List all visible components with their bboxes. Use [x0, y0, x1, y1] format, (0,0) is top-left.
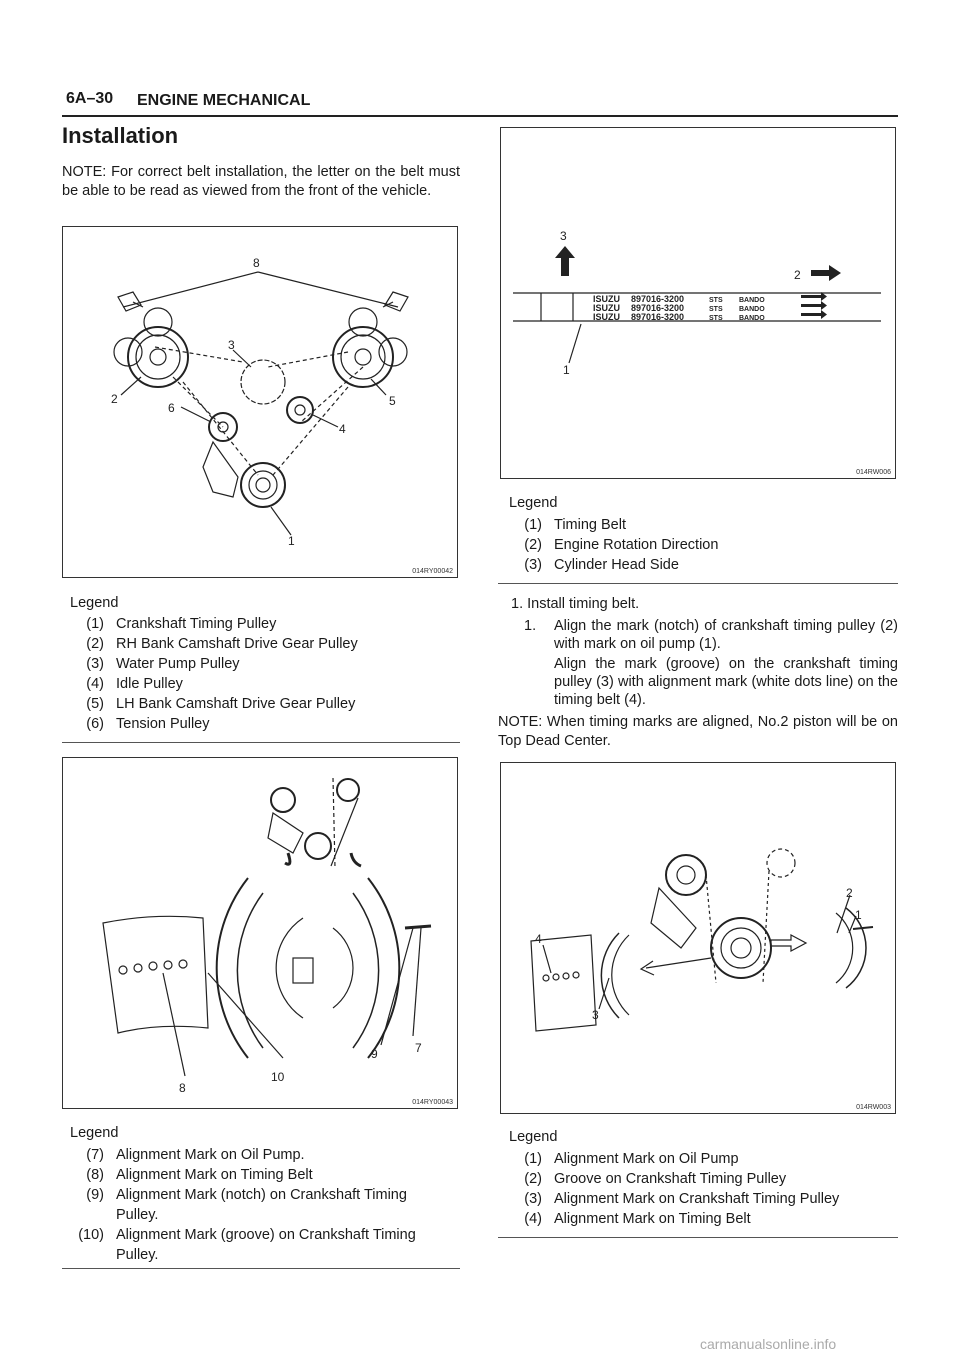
callout-8: 8: [179, 1081, 186, 1095]
legend-item: (1) Alignment Mark on Oil Pump: [524, 1151, 739, 1167]
figure-id: 014RW003: [856, 1104, 891, 1111]
belt-maker: BANDO: [739, 297, 765, 304]
divider: [62, 742, 460, 743]
callout-6: 6: [168, 401, 175, 415]
legend-item: (5) LH Bank Camshaft Drive Gear Pulley: [86, 696, 356, 712]
substep-text-1: Align the mark (notch) of crankshaft timing pulley (2) with mark on oil pump (1).: [554, 618, 898, 652]
divider: [498, 1237, 898, 1238]
legend-title: Legend: [509, 495, 558, 511]
legend-item: (2) RH Bank Camshaft Drive Gear Pulley: [86, 636, 358, 652]
legend-item: (3) Cylinder Head Side: [524, 557, 679, 573]
legend-list-4: [500, 1149, 898, 1229]
legend-title: Legend: [509, 1129, 558, 1145]
callout-10: 10: [271, 1070, 285, 1084]
belt-short: STS: [709, 297, 723, 304]
belt-code: 897016-3200: [631, 303, 685, 313]
legend-item: (8) Alignment Mark on Timing Belt: [86, 1167, 313, 1183]
installation-note: NOTE: For correct belt installation, the letter on the belt must be able to be read as viewed from the front of the vehicle.: [62, 164, 460, 199]
belt-brand: ISUZU: [593, 303, 620, 313]
divider: [62, 1268, 460, 1269]
tdc-note: NOTE: When timing marks are aligned, No.2 piston will be on Top Dead Center.: [498, 714, 898, 749]
callout-2: 2: [846, 886, 853, 900]
installation-heading: Installation: [62, 123, 179, 148]
callout-4: 4: [339, 422, 346, 436]
section-title: ENGINE MECHANICAL: [137, 92, 311, 109]
timing-mark-detail-illustration: [501, 763, 895, 1113]
belt-short: STS: [709, 306, 723, 313]
belt-maker: BANDO: [739, 315, 765, 322]
page-number: 6A–30: [66, 90, 114, 107]
belt-brand: ISUZU: [593, 294, 620, 304]
belt-maker: BANDO: [739, 306, 765, 313]
legend-item: (7) Alignment Mark on Oil Pump.: [86, 1147, 305, 1163]
callout-4: 4: [535, 932, 542, 946]
legend-title: Legend: [70, 1125, 119, 1141]
crankshaft-alignment-illustration: [63, 758, 457, 1108]
legend-item: (2) Engine Rotation Direction: [524, 537, 719, 553]
belt-brand: ISUZU: [593, 312, 620, 322]
figure-crankshaft-alignment: [62, 757, 458, 1109]
figure-id: 014RY00043: [412, 1099, 453, 1106]
timing-belt-layout-illustration: [63, 227, 457, 577]
belt-code: 897016-3200: [631, 294, 685, 304]
legend-item: (3) Water Pump Pulley: [86, 656, 240, 672]
callout-3: 3: [228, 338, 235, 352]
callout-5: 5: [389, 394, 396, 408]
figure-id: 014RW006: [856, 469, 891, 476]
legend-item: (4) Idle Pulley: [86, 676, 183, 692]
legend-item: (4) Alignment Mark on Timing Belt: [524, 1211, 751, 1227]
legend-item: (6) Tension Pulley: [86, 716, 210, 732]
figure-belt-orientation: [500, 127, 896, 479]
legend-item: (3) Alignment Mark on Crankshaft Timing Pulley: [524, 1191, 840, 1207]
substep-text-2: Align the mark (groove) on the crankshaft timing pulley (3) with alignment mark (white dots line) on the timing belt (4).: [554, 656, 898, 708]
callout-2: 2: [111, 392, 118, 406]
header-rule: [62, 115, 898, 117]
legend-item: (9) Alignment Mark (notch) on Crankshaft Timing Pulley.: [86, 1187, 407, 1223]
figure-timing-belt-layout: [62, 226, 458, 578]
callout-7: 7: [415, 1041, 422, 1055]
legend-list-2: [62, 1145, 460, 1265]
legend-item: (2) Groove on Crankshaft Timing Pulley: [524, 1171, 787, 1187]
legend-list-3: [500, 515, 898, 575]
callout-1: 1: [855, 908, 862, 922]
belt-code: 897016-3200: [631, 312, 685, 322]
watermark-link[interactable]: carmanualsonline.info: [700, 1336, 837, 1352]
callout-3: 3: [592, 1008, 599, 1022]
step-1: 1. Install timing belt.: [511, 596, 640, 612]
legend-item: (1) Timing Belt: [524, 517, 626, 533]
divider: [498, 583, 898, 584]
figure-timing-mark-detail: [500, 762, 896, 1114]
callout-9: 9: [371, 1047, 378, 1061]
callout-2: 2: [794, 268, 801, 282]
figure-id: 014RY00042: [412, 568, 453, 575]
legend-item: (10) Alignment Mark (groove) on Crankshaft Timing Pulley.: [78, 1227, 416, 1263]
legend-item: (1) Crankshaft Timing Pulley: [86, 616, 277, 632]
legend-list-1: [62, 614, 460, 734]
callout-3: 3: [560, 229, 567, 243]
legend-title: Legend: [70, 595, 119, 611]
belt-orientation-illustration: [501, 128, 895, 478]
belt-short: STS: [709, 315, 723, 322]
callout-1: 1: [563, 363, 570, 377]
callout-8: 8: [253, 256, 260, 270]
callout-1: 1: [288, 534, 295, 548]
substep-number: 1.: [524, 618, 537, 634]
